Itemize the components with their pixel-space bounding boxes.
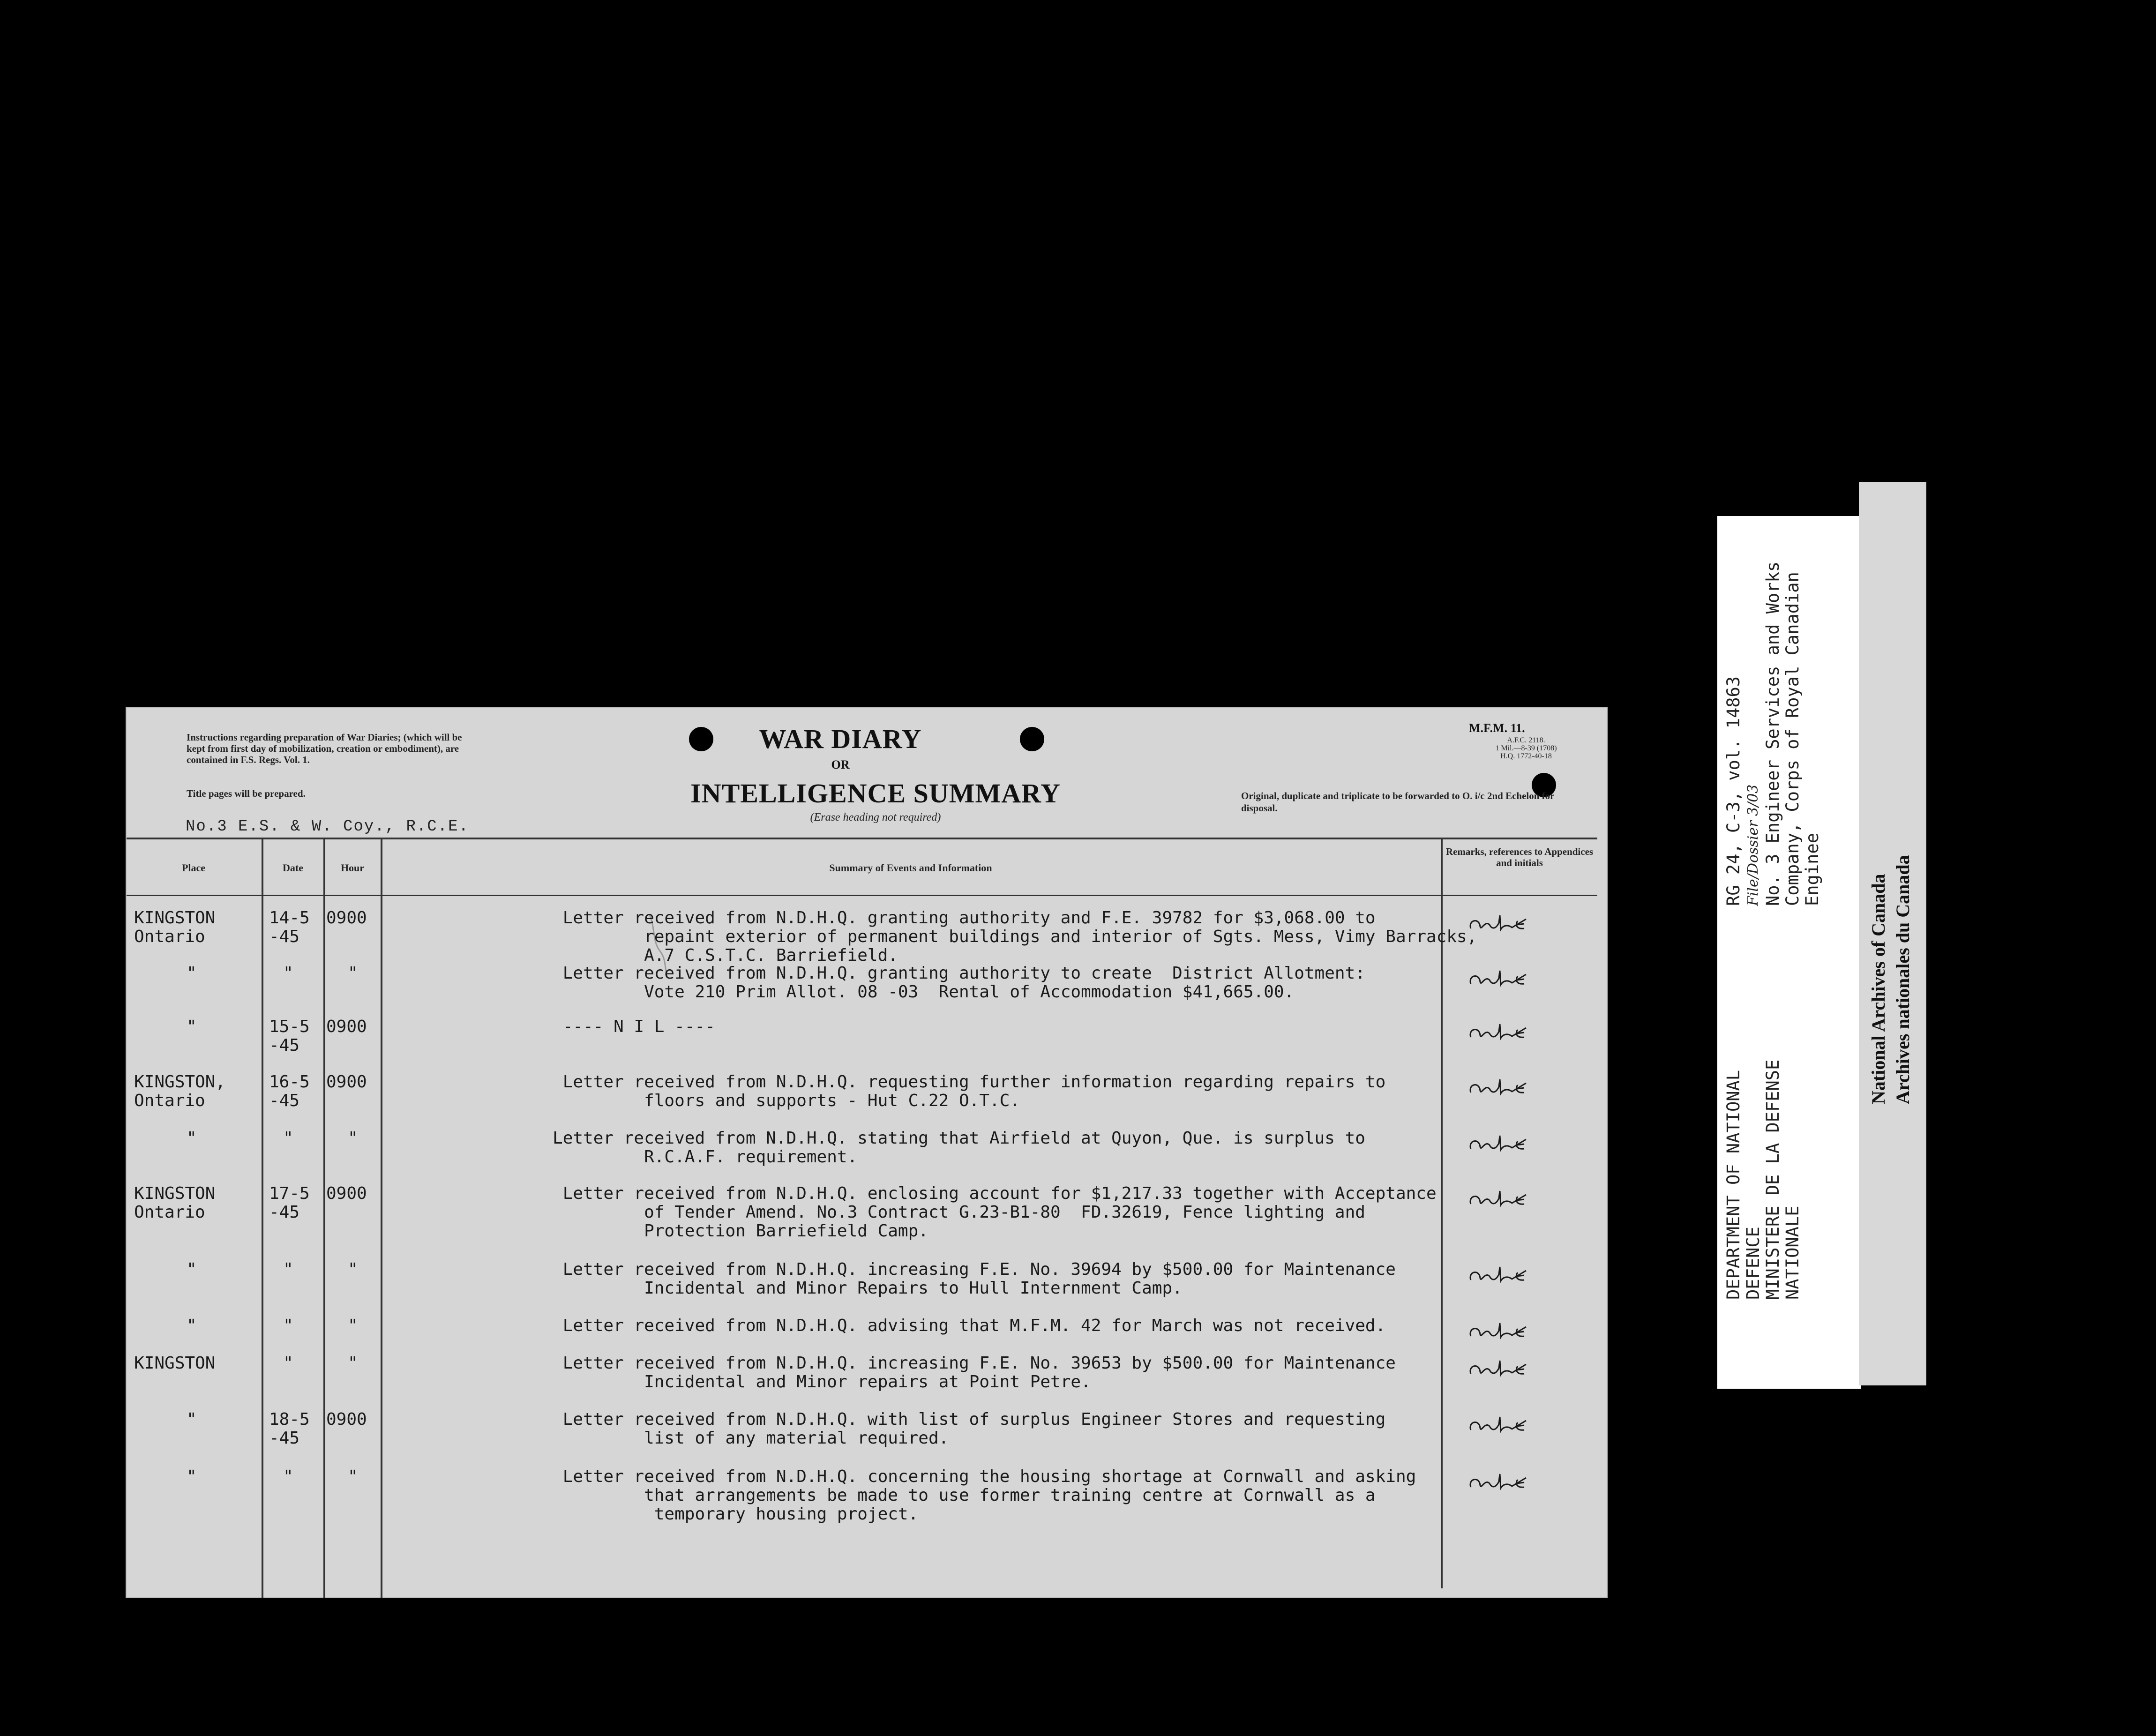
entry-summary: Letter received from N.D.H.Q. enclosing account for $1,217.33 together with Acceptance of Tender Amend. No.3 Contract G.23-B1-80 FD.32619, Fence lighting and Protection Barriefield Camp. — [562, 1184, 1437, 1241]
entry-date: 16-5 -45 — [269, 1072, 310, 1110]
entry-summary: ---- N I L ---- — [522, 1017, 715, 1036]
entry-date: 14-5 -45 — [269, 908, 310, 946]
handwritten-initials — [1452, 1131, 1546, 1156]
table-top-rule — [127, 838, 1597, 839]
stamp-line-english: National Archives of Canada — [1868, 874, 1889, 1104]
entry-hour: 0900 — [326, 1072, 367, 1092]
entry-place: " — [187, 1129, 197, 1148]
entry-hour: 0900 — [326, 1410, 367, 1429]
entry-place: " — [187, 964, 197, 983]
handwritten-initials — [1452, 1318, 1546, 1344]
handwritten-initials — [1452, 1469, 1546, 1495]
unit-name: No.3 E.S. & W. Coy., R.C.E. — [186, 818, 469, 836]
col-divider — [323, 838, 325, 1598]
entry-date: " — [283, 1260, 293, 1279]
title-or: OR — [831, 758, 850, 771]
archives-stamp — [1859, 482, 1926, 1385]
instructions-note: Instructions regarding preparation of War Diaries; (which will be kept from first day of mobilization, creation or embodiment), are contained in F.S. Regs. Vol. 1. — [187, 732, 462, 765]
entry-place: " — [187, 1316, 197, 1335]
col-header-summary: Summary of Events and Information — [829, 862, 992, 874]
entry-place: KINGSTON, Ontario — [134, 1072, 226, 1110]
entry-place: KINGSTON Ontario — [134, 1184, 216, 1222]
col-header-date: Date — [283, 862, 303, 874]
header-bottom-rule — [127, 895, 1597, 896]
entry-summary: Letter received from N.D.H.Q. requesting further information regarding repairs to floors and supports - Hut C.22 O.T.C. — [562, 1072, 1386, 1110]
entry-summary: Letter received from N.D.H.Q. concerning the housing shortage at Cornwall and asking that arrangements be made to use former training centre at Cornwall as a temporary housing project. — [562, 1467, 1416, 1524]
handwritten-initials — [1452, 1412, 1546, 1437]
entry-date: " — [283, 1354, 293, 1373]
handwritten-initials — [1452, 1075, 1546, 1100]
entry-place: " — [187, 1260, 197, 1279]
handwritten-initials — [1452, 966, 1546, 991]
col-header-place: Place — [181, 862, 206, 874]
stamp-line-french: Archives nationales du Canada — [1892, 855, 1913, 1104]
col-divider — [381, 838, 382, 1598]
title-intelligence-summary: INTELLIGENCE SUMMARY — [690, 778, 1061, 808]
entry-summary: Letter received from N.D.H.Q. advising that M.F.M. 42 for March was not received. — [522, 1316, 1386, 1335]
col-header-remarks: Remarks, references to Appendices and initials — [1445, 846, 1594, 868]
entry-date: 17-5 -45 — [269, 1184, 310, 1222]
entry-place: KINGSTON — [134, 1354, 216, 1373]
entry-hour: " — [348, 1129, 358, 1148]
entry-hour: 0900 — [326, 1184, 367, 1203]
entry-hour: " — [348, 964, 358, 983]
entry-hour: 0900 — [326, 908, 367, 928]
entry-date: 18-5 -45 — [269, 1410, 310, 1448]
handwritten-initials — [1452, 1186, 1546, 1212]
entry-hour: 0900 — [326, 1017, 367, 1036]
entry-date: " — [283, 1129, 293, 1148]
entry-date: " — [283, 1467, 293, 1486]
title-war-diary: WAR DIARY — [759, 724, 922, 754]
col-divider — [262, 838, 263, 1598]
entry-place: " — [187, 1410, 197, 1429]
entry-hour: " — [348, 1354, 358, 1373]
entry-date: 15-5 -45 — [269, 1017, 310, 1055]
handwritten-initials — [1452, 1262, 1546, 1287]
entry-hour: " — [348, 1316, 358, 1335]
entry-summary: Letter received from N.D.H.Q. granting authority to create District Allotment: Vote 210 Prim Allot. 08 -03 Rental of Accommodation $41,665.00. — [562, 964, 1365, 1002]
handwritten-initials — [1452, 911, 1546, 936]
entry-hour: " — [348, 1260, 358, 1279]
punch-hole — [689, 727, 713, 751]
entry-summary: Letter received from N.D.H.Q. granting authority and F.E. 39782 for $3,068.00 to repaint exterior of permanent buildings and interior of Sgts. Mess, Vimy Barracks, A.7 C.S.T.C. Barriefield. — [562, 908, 1477, 965]
entry-date: " — [283, 1316, 293, 1335]
title-pages-note: Title pages will be prepared. — [187, 788, 306, 799]
entry-hour: " — [348, 1467, 358, 1486]
entry-summary: Letter received from N.D.H.Q. with list of surplus Engineer Stores and requesting list of any material required. — [562, 1410, 1386, 1448]
entry-summary: Letter received from N.D.H.Q. increasing F.E. No. 39694 by $500.00 for Maintenance Incidental and Minor Repairs to Hull Internment Camp. — [562, 1260, 1396, 1298]
form-codes: A.F.C. 2118. 1 Mil.—8-39 (1708) H.Q. 1772-40-18 — [1495, 736, 1557, 760]
archive-reference-label: DEPARTMENT OF NATIONAL DEFENCE MINISTERE DE LA DEFENSE NATIONALE RG 24, C-3, vol. 14863 File/Dossier 3/03 No. 3 Engineer Services and Works Company, Corps of Royal Canadian Enginee — [1717, 516, 1861, 1389]
handwritten-initials — [1452, 1356, 1546, 1381]
handwritten-initials — [1452, 1019, 1546, 1045]
entry-date: " — [283, 964, 293, 983]
punch-hole — [1020, 727, 1044, 751]
entry-place: " — [187, 1017, 197, 1036]
erase-heading-note: (Erase heading not required) — [810, 811, 941, 823]
entry-place: KINGSTON Ontario — [134, 908, 216, 946]
war-diary-page — [126, 707, 1608, 1598]
col-header-hour: Hour — [340, 862, 365, 874]
entry-summary: Letter received from N.D.H.Q. increasing F.E. No. 39653 by $500.00 for Maintenance Incidental and Minor repairs at Point Petre. — [562, 1354, 1396, 1392]
form-number: M.F.M. 11. — [1469, 721, 1525, 735]
entry-summary: Letter received from N.D.H.Q. stating that Airfield at Quyon, Que. is surplus to R.C.A.F. requirement. — [553, 1129, 1365, 1167]
distribution-note: Original, duplicate and triplicate to be forwarded to O. i/c 2nd Echelon for disposal. — [1241, 790, 1555, 814]
entry-place: " — [187, 1467, 197, 1486]
